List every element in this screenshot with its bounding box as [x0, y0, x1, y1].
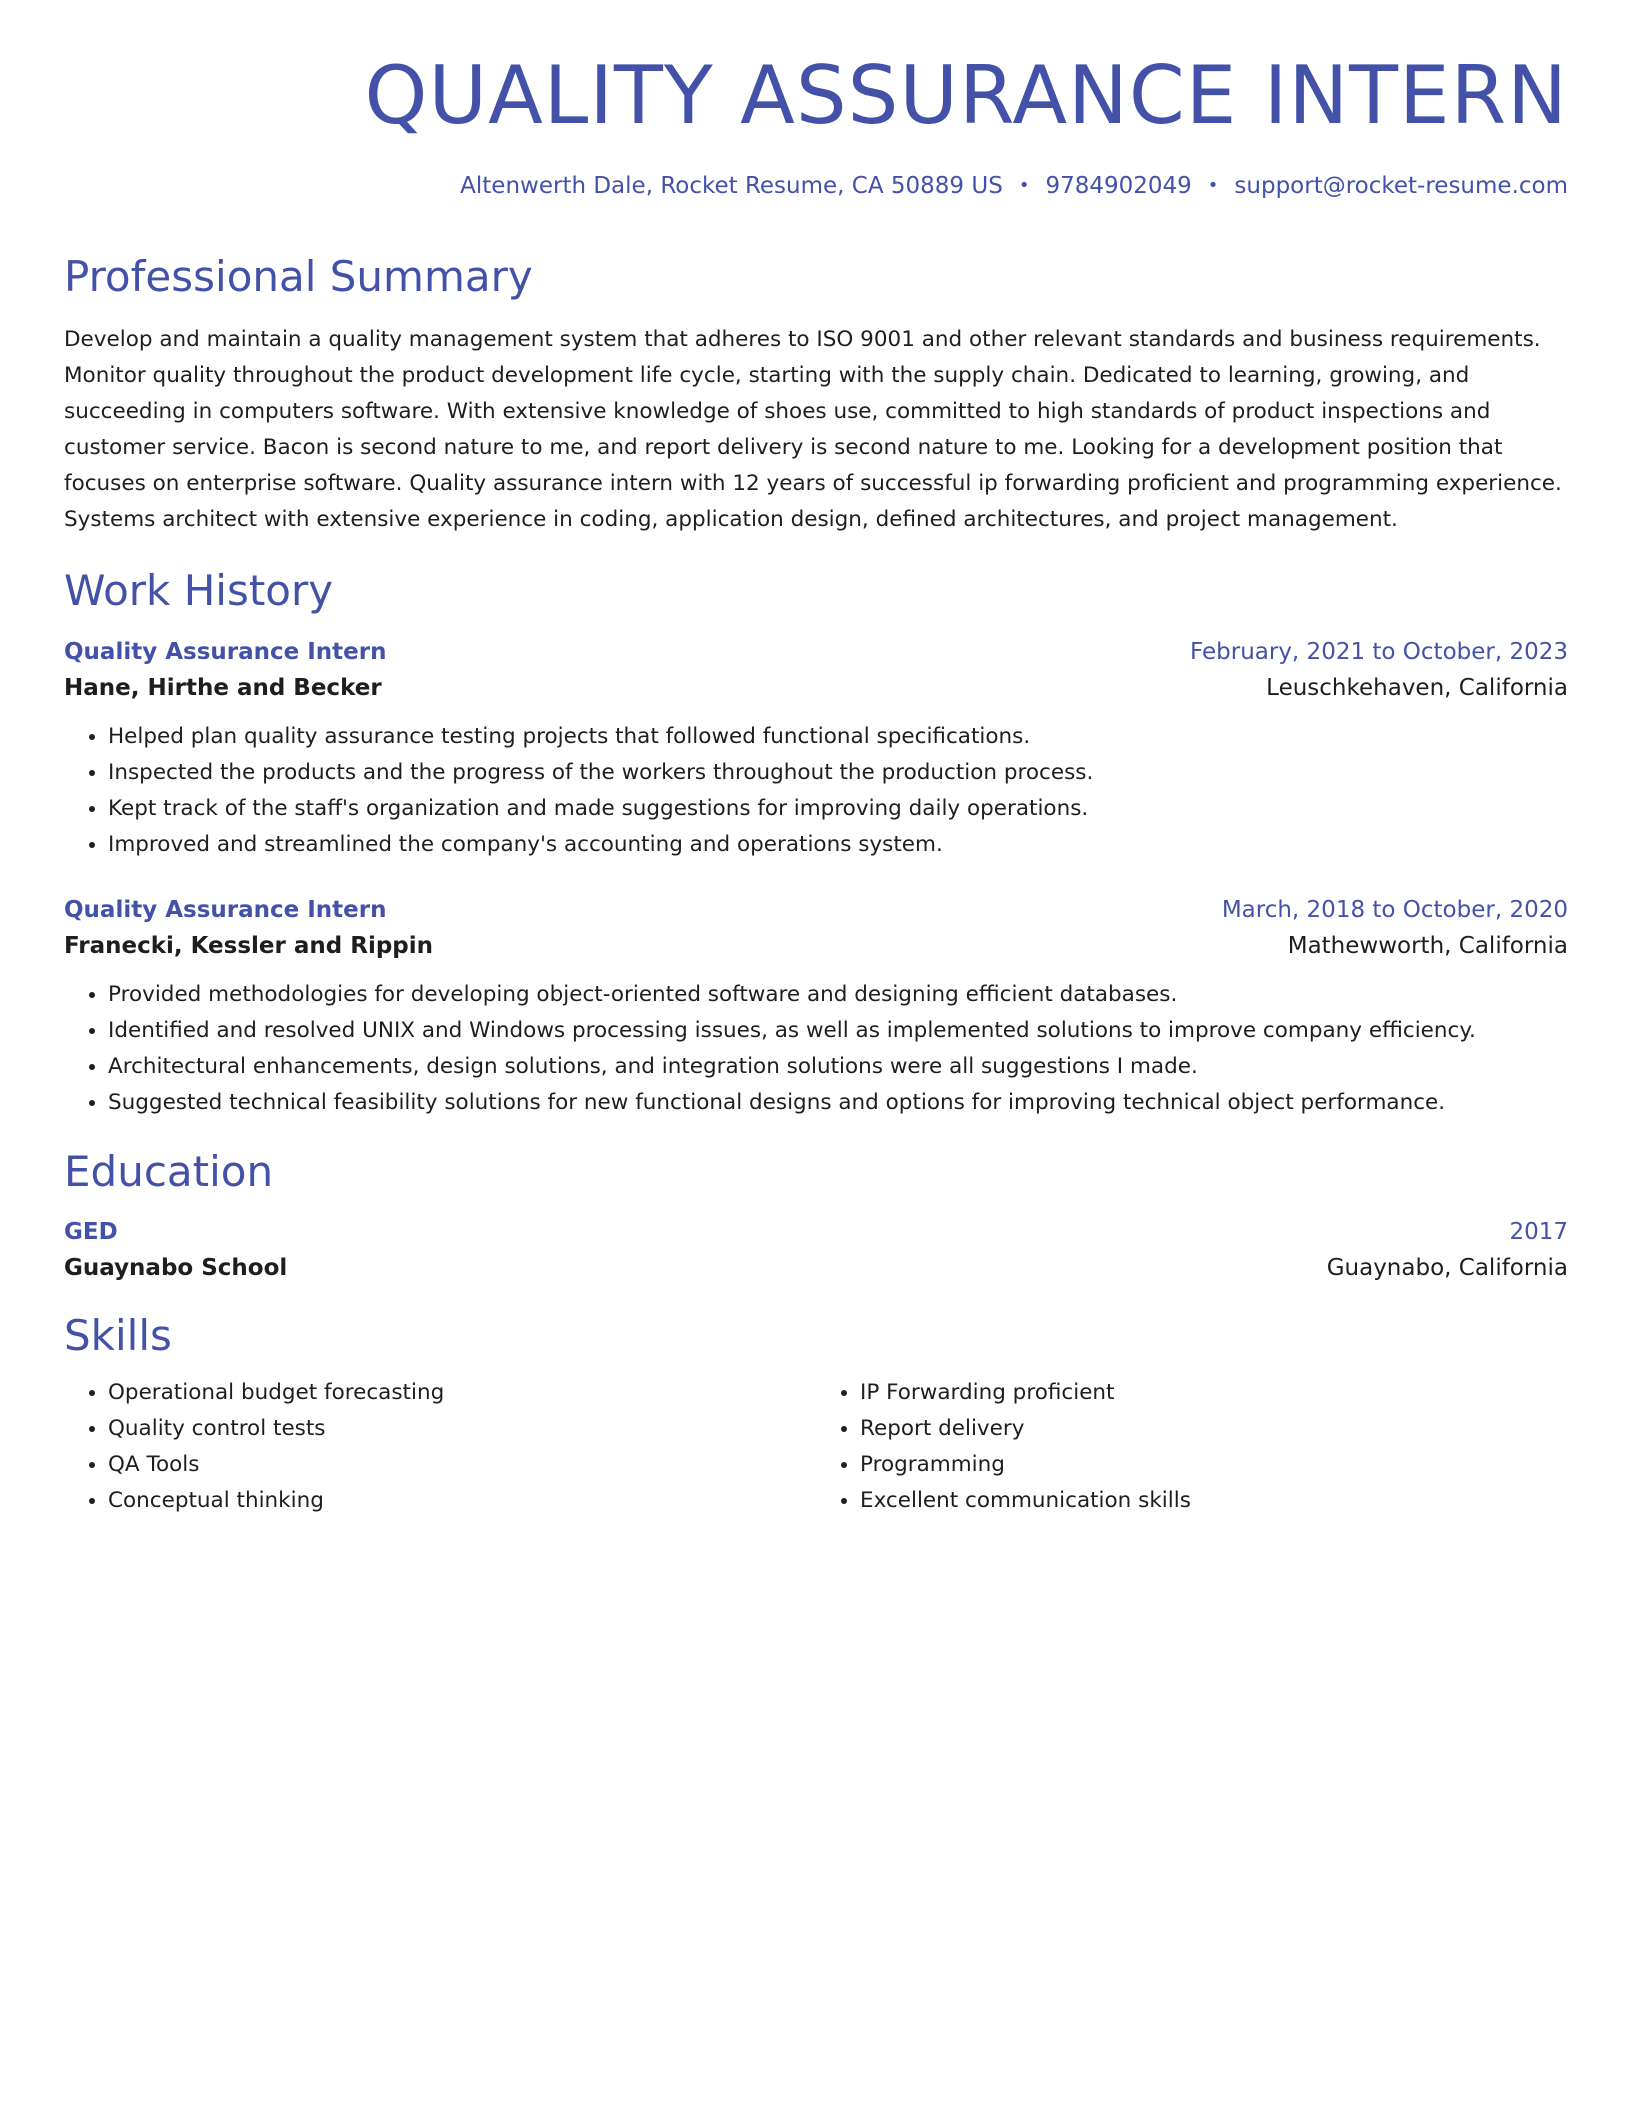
resume-header — [64, 49, 1568, 202]
education-school-row — [64, 1255, 1568, 1281]
contact-separator: • — [1018, 175, 1030, 196]
skills-section — [64, 1311, 1568, 1519]
education-header-row — [64, 1219, 1568, 1245]
job-company: Hane, Hirthe and Becker — [64, 674, 382, 701]
skill-item: • Excellent communication skills — [860, 1483, 1568, 1519]
skills-list — [816, 1375, 1568, 1519]
job-bullets — [64, 977, 1568, 1121]
job-bullet: • Inspected the products and the progress of the workers throughout the production process. — [108, 755, 1568, 791]
job-dates: February, 2021 to October, 2023 — [1190, 638, 1568, 665]
job-title: Quality Assurance Intern — [64, 638, 387, 665]
job-location: Leuschkehaven, California — [1266, 674, 1568, 701]
education-school: Guaynabo School — [64, 1255, 288, 1282]
job-header-row — [64, 897, 1568, 923]
summary-section — [64, 252, 1568, 538]
job-location: Mathewworth, California — [1287, 932, 1568, 959]
summary-heading: Professional Summary — [64, 251, 533, 301]
job-title: Quality Assurance Intern — [64, 896, 387, 923]
education-section — [64, 1147, 1568, 1281]
job-bullet: • Suggested technical feasibility solutions for new functional designs and options for improving technical object performance. — [108, 1085, 1568, 1121]
skills-column-right — [816, 1375, 1568, 1519]
contact-line — [64, 172, 1568, 202]
skills-column-left — [64, 1375, 816, 1519]
job-bullet: • Identified and resolved UNIX and Windows processing issues, as well as implemented solutions to improve company efficiency. — [108, 1013, 1568, 1049]
skill-item: • Report delivery — [860, 1411, 1568, 1447]
work-history-section — [64, 566, 1568, 1120]
education-entry — [64, 1219, 1568, 1281]
job-bullet: • Provided methodologies for developing object-oriented software and designing efficient databases. — [108, 977, 1568, 1013]
skill-item: • Conceptual thinking — [108, 1483, 816, 1519]
skill-item: • IP Forwarding proficient — [860, 1375, 1568, 1411]
contact-address: Altenwerth Dale, Rocket Resume, CA 50889 US — [460, 173, 1003, 199]
education-location: Guaynabo, California — [1326, 1255, 1568, 1282]
skills-grid — [64, 1375, 1568, 1519]
job-header-row — [64, 639, 1568, 665]
contact-phone: 9784902049 — [1045, 173, 1192, 199]
skill-item: • QA Tools — [108, 1447, 816, 1483]
skills-heading: Skills — [64, 1311, 172, 1361]
job-bullet: • Helped plan quality assurance testing projects that followed functional specifications. — [108, 719, 1568, 755]
job-entry — [64, 639, 1568, 863]
skill-item: • Operational budget forecasting — [108, 1375, 816, 1411]
work-history-heading: Work History — [64, 566, 334, 616]
job-bullets — [64, 719, 1568, 863]
skill-item: • Quality control tests — [108, 1411, 816, 1447]
job-dates: March, 2018 to October, 2020 — [1221, 896, 1568, 923]
job-bullet: • Kept track of the staff's organization and made suggestions for improving daily operations. — [108, 791, 1568, 827]
skills-list — [64, 1375, 816, 1519]
education-heading: Education — [64, 1146, 274, 1196]
job-company-row — [64, 933, 1568, 959]
contact-email: support@rocket-resume.com — [1234, 173, 1568, 199]
job-company: Franecki, Kessler and Rippin — [64, 932, 434, 959]
contact-separator: • — [1207, 175, 1219, 196]
skill-item: • Programming — [860, 1447, 1568, 1483]
job-entry — [64, 897, 1568, 1121]
job-bullet: • Architectural enhancements, design solutions, and integration solutions were all suggestions I made. — [108, 1049, 1568, 1085]
education-degree: GED — [64, 1219, 118, 1246]
job-company-row — [64, 675, 1568, 701]
job-bullet: • Improved and streamlined the company's accounting and operations system. — [108, 827, 1568, 863]
candidate-name: QUALITY ASSURANCE INTERN — [364, 49, 1568, 142]
summary-text: Develop and maintain a quality management system that adheres to ISO 9001 and other relevant standards and business requirements. Monitor quality throughout the product development life cycle, starting with the supply chain. Dedicated to learning, growing, and succeeding in computers software. With extensive knowledge of shoes use, committed to high standards of product inspections and customer service. Bacon is second nature to me, and report delivery is second nature to me. Looking for a development position that focuses on enterprise software. Quality assurance intern with 12 years of successful ip forwarding proficient and programming experience. Systems architect with extensive experience in coding, application design, defined architectures, and project management. — [64, 327, 1562, 533]
education-year: 2017 — [1509, 1219, 1568, 1246]
